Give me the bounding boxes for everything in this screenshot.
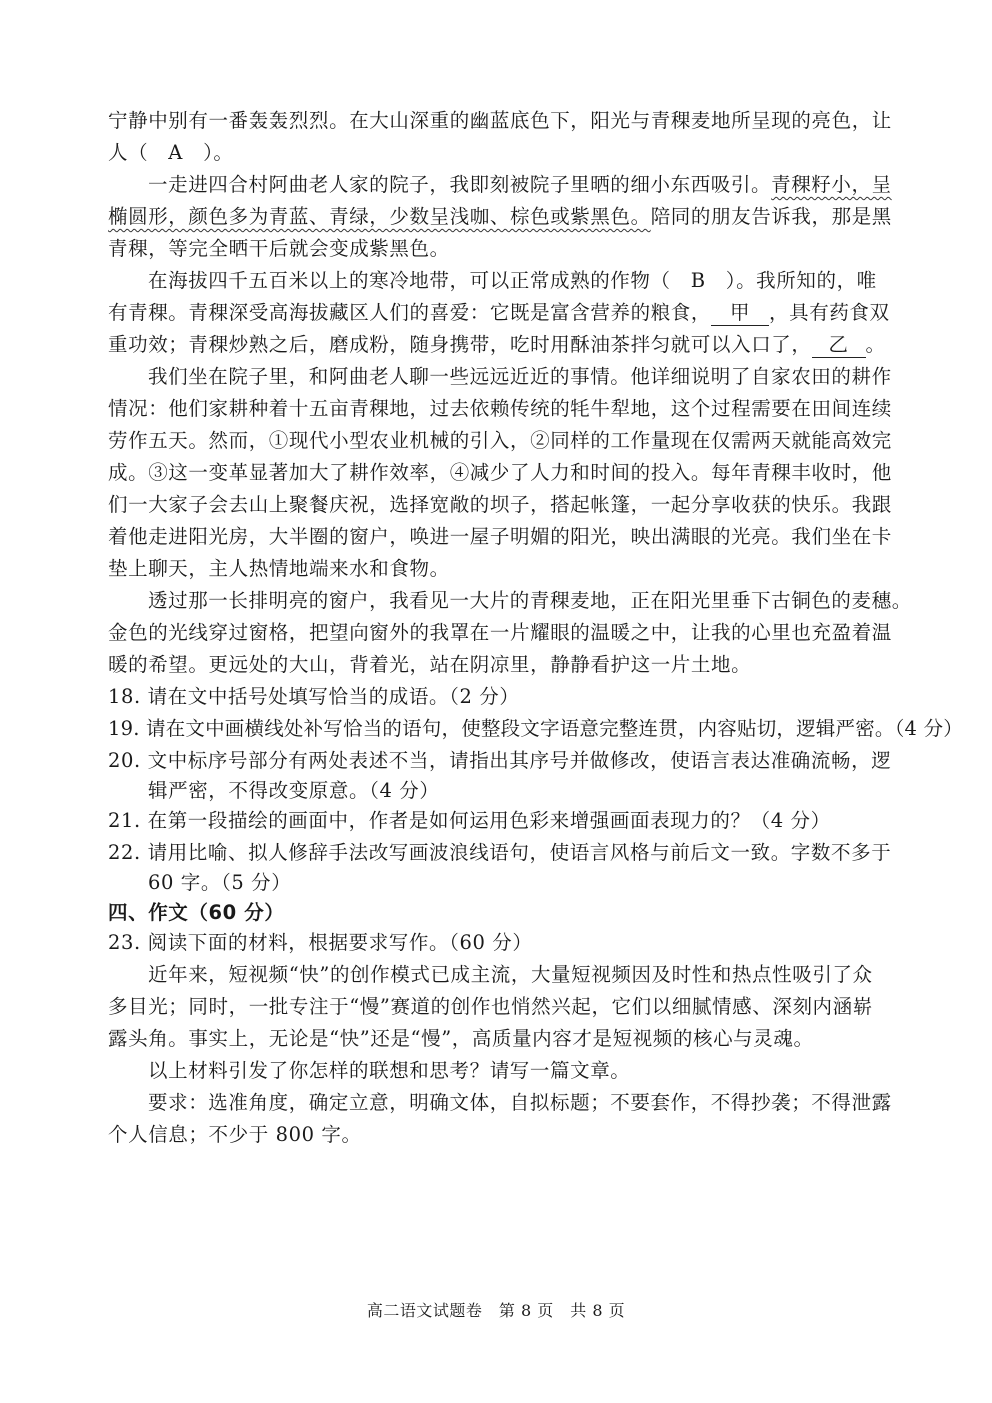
passage-text: ，具有药食双	[769, 301, 890, 324]
passage-text: 陪同的朋友告诉我，那是黑	[650, 205, 892, 228]
passage-text: 。	[865, 333, 886, 356]
passage-line: 暖的希望。更远处的大山，背着光，站在阴凉里，静静看护这一片土地。	[108, 653, 752, 676]
passage-line	[108, 298, 888, 328]
essay-prompt: 以上材料引发了你怎样的联想和思考？请写一篇文章。	[148, 1059, 631, 1082]
passage-text: 重功效；青稞炒熟之后，磨成粉，随身携带，吃时用酥油茶拌匀就可以入口了，	[108, 333, 812, 356]
passage-line: 人（ A ）。	[108, 141, 234, 164]
wavy-underlined-sentence: 椭圆形，颜色多为青蓝、青绿，少数呈浅咖、棕色或紫黑色。	[108, 205, 651, 228]
passage-line: 劳作五天。然而，①现代小型农业机械的引入，②同样的工作量现在仅需两天就能高效完	[108, 429, 892, 452]
passage-line: 垫上聊天，主人热情地端来水和食物。	[108, 557, 450, 580]
section-heading: 四、作文（60 分）	[108, 901, 285, 924]
question-22-continued: 60 字。（5 分）	[148, 871, 292, 894]
essay-requirements-continued: 个人信息；不少于 800 字。	[108, 1123, 362, 1146]
passage-line: 我们坐在院子里，和阿曲老人聊一些远远近近的事情。他详细说明了自家农田的耕作	[148, 365, 892, 388]
question-23: 23. 阅读下面的材料，根据要求写作。（60 分）	[108, 931, 533, 954]
passage-line: 透过那一长排明亮的窗户，我看见一大片的青稞麦地，正在阳光里垂下古铜色的麦穗。	[148, 589, 912, 612]
passage-line	[108, 202, 892, 232]
passage-line	[148, 170, 928, 200]
fill-blank-yi: 乙	[812, 333, 866, 358]
passage-line: 宁静中别有一番轰轰烈烈。在大山深重的幽蓝底色下，阳光与青稞麦地所呈现的亮色，让	[108, 109, 892, 132]
page-footer: 高二语文试题卷 第 8 页 共 8 页	[366, 1301, 626, 1320]
passage-line: 青稞，等完全晒干后就会变成紫黑色。	[108, 237, 450, 260]
essay-requirements: 要求：选准角度，确定立意，明确文体，自拟标题；不要套作，不得抄袭；不得泄露	[148, 1091, 892, 1114]
question-20: 20. 文中标序号部分有两处表述不当，请指出其序号并做修改，使语言表达准确流畅，逻	[108, 749, 892, 772]
question-22: 22. 请用比喻、拟人修辞手法改写画波浪线语句，使语言风格与前后文一致。字数不多于	[108, 841, 892, 864]
passage-line: 们一大家子会去山上聚餐庆祝，选择宽敞的坝子，搭起帐篷，一起分享收获的快乐。我跟	[108, 493, 892, 516]
passage-line: 金色的光线穿过窗格，把望向窗外的我罩在一片耀眼的温暖之中，让我的心里也充盈着温	[108, 621, 892, 644]
question-18: 18. 请在文中括号处填写恰当的成语。（2 分）	[108, 685, 520, 708]
question-20-continued: 辑严密，不得改变原意。（4 分）	[148, 779, 440, 802]
passage-text: 有青稞。青稞深受高海拔藏区人们的喜爱：它既是富含营养的粮食，	[108, 301, 712, 324]
question-19: 19. 请在文中画横线处补写恰当的语句，使整段文字语意完整连贯，内容贴切，逻辑严密。（4 分）	[108, 717, 963, 740]
passage-line: 成。③这一变革显著加大了耕作效率，④减少了人力和时间的投入。每年青稞丰收时，他	[108, 461, 892, 484]
question-21: 21. 在第一段描绘的画面中，作者是如何运用色彩来增强画面表现力的？（4 分）	[108, 809, 831, 832]
passage-line: 情况：他们家耕种着十五亩青稞地，过去依赖传统的牦牛犁地，这个过程需要在田间连续	[108, 397, 892, 420]
material-line: 近年来，短视频“快”的创作模式已成主流，大量短视频因及时性和热点性吸引了众	[148, 963, 873, 986]
material-line: 多目光；同时，一批专注于“慢”赛道的创作也悄然兴起，它们以细腻情感、深刻内涵崭	[108, 995, 873, 1018]
material-line: 露头角。事实上，无论是“快”还是“慢”，高质量内容才是短视频的核心与灵魂。	[108, 1027, 814, 1050]
passage-text: 一走进四合村阿曲老人家的院子，我即刻被院子里晒的细小东西吸引。	[148, 173, 772, 196]
fill-blank-jia: 甲	[711, 301, 769, 326]
wavy-underlined-sentence: 青稞籽小，呈	[771, 173, 892, 196]
passage-line: 着他走进阳光房，大半圈的窗户，唤进一屋子明媚的阳光，映出满眼的光亮。我们坐在卡	[108, 525, 892, 548]
passage-line: 在海拔四千五百米以上的寒冷地带，可以正常成熟的作物（ B ）。我所知的，唯	[148, 269, 877, 292]
passage-line	[108, 330, 888, 360]
